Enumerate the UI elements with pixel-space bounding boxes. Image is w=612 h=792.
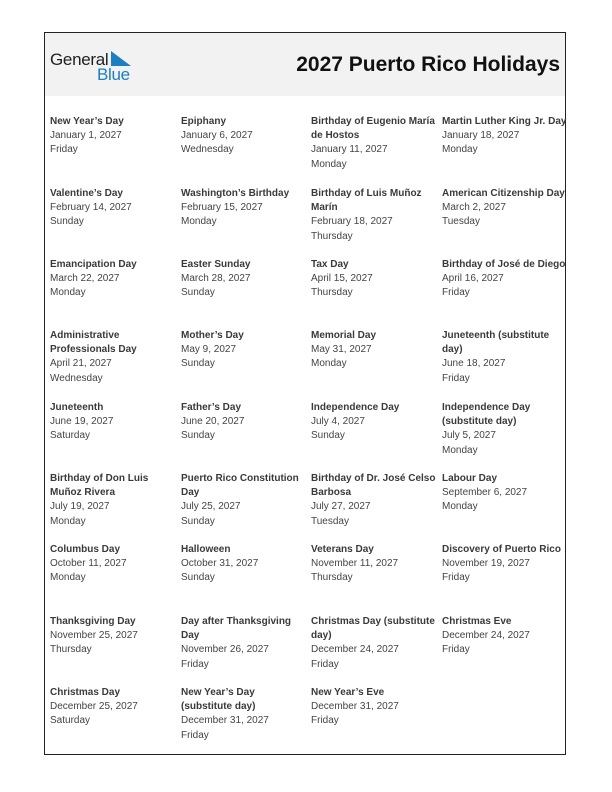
- holiday-entry: [311, 686, 436, 729]
- holiday-name: Birthday of Dr. José Celso Barbosa: [311, 473, 436, 499]
- holiday-entry: [50, 615, 175, 658]
- holiday-date: November 19, 2027: [442, 558, 530, 570]
- holiday-name: Juneteenth (substitute day): [442, 330, 550, 356]
- holiday-entry: [50, 187, 175, 230]
- holiday-name: Administrative Professionals Day: [50, 330, 137, 356]
- holiday-entry: [311, 329, 436, 372]
- holiday-date: December 31, 2027: [181, 715, 269, 727]
- holiday-date: April 15, 2027: [311, 273, 373, 285]
- holiday-name: Veterans Day: [311, 544, 374, 555]
- holiday-name: Father’s Day: [181, 402, 242, 413]
- holiday-date: February 15, 2027: [181, 202, 263, 214]
- holiday-date: November 25, 2027: [50, 630, 138, 642]
- holiday-day: Monday: [442, 144, 478, 156]
- holiday-entry: [311, 115, 436, 172]
- holiday-date: October 31, 2027: [181, 558, 259, 570]
- holiday-name: Tax Day: [311, 259, 349, 270]
- holiday-day: Sunday: [181, 358, 215, 370]
- holiday-date: May 9, 2027: [181, 344, 237, 356]
- holiday-name: Birthday of José de Diego: [442, 259, 566, 270]
- holiday-entry: [442, 472, 567, 515]
- holiday-day: Thursday: [311, 230, 353, 242]
- holiday-entry: [311, 615, 436, 672]
- holiday-date: March 2, 2027: [442, 202, 506, 214]
- holiday-name: New Year’s Eve: [311, 687, 385, 698]
- holiday-day: Sunday: [311, 430, 345, 442]
- holiday-entry: [50, 401, 175, 444]
- holiday-entry: [311, 472, 436, 529]
- holiday-day: Saturday: [50, 430, 91, 442]
- holiday-date: November 11, 2027: [311, 558, 399, 570]
- holiday-date: April 16, 2027: [442, 273, 504, 285]
- holiday-date: May 31, 2027: [311, 344, 372, 356]
- holiday-day: Monday: [181, 216, 217, 228]
- holiday-name: Independence Day: [311, 402, 400, 413]
- holiday-name: New Year’s Day (substitute day): [181, 687, 256, 713]
- holiday-entry: [442, 329, 567, 386]
- holiday-day: Monday: [442, 501, 478, 513]
- holiday-name: Easter Sunday: [181, 259, 251, 270]
- holiday-day: Monday: [50, 515, 86, 527]
- holiday-date: April 21, 2027: [50, 358, 112, 370]
- holiday-entry: [181, 615, 306, 672]
- holiday-date: December 24, 2027: [311, 644, 399, 656]
- page-title: 2027 Puerto Rico Holidays: [296, 53, 560, 76]
- holiday-date: February 18, 2027: [311, 216, 393, 228]
- holiday-entry: [311, 258, 436, 301]
- holiday-day: Friday: [181, 658, 209, 670]
- logo-general-text: General: [50, 50, 109, 69]
- holiday-day: Friday: [311, 658, 339, 670]
- holiday-day: Friday: [442, 572, 470, 584]
- holiday-entry: [442, 258, 567, 301]
- holiday-date: June 18, 2027: [442, 358, 506, 370]
- holiday-date: July 4, 2027: [311, 416, 365, 428]
- holiday-entry: [311, 187, 436, 244]
- holiday-name: New Year’s Day: [50, 116, 124, 127]
- holiday-name: Memorial Day: [311, 330, 377, 341]
- holiday-name: Juneteenth: [50, 402, 104, 413]
- logo-triangle-icon: [111, 51, 131, 66]
- holiday-name: Christmas Eve: [442, 616, 512, 627]
- holiday-entry: [181, 686, 306, 743]
- holiday-entry: [311, 543, 436, 586]
- holiday-name: Labour Day: [442, 473, 498, 484]
- holiday-entry: [50, 258, 175, 301]
- calendar-page: [44, 32, 566, 755]
- holiday-entry: [442, 401, 567, 458]
- holiday-day: Friday: [442, 287, 470, 299]
- holiday-day: Thursday: [311, 572, 353, 584]
- holiday-date: October 11, 2027: [50, 558, 127, 570]
- holiday-name: Birthday of Don Luis Muñoz Rivera: [50, 473, 149, 499]
- holiday-entry: [50, 115, 175, 158]
- holiday-day: Monday: [311, 358, 347, 370]
- holiday-day: Wednesday: [50, 372, 103, 384]
- holiday-day: Sunday: [181, 572, 215, 584]
- holiday-day: Thursday: [311, 287, 353, 299]
- holiday-date: January 18, 2027: [442, 130, 520, 142]
- holiday-name: Martin Luther King Jr. Day: [442, 116, 567, 127]
- holiday-day: Friday: [311, 715, 339, 727]
- holiday-date: December 25, 2027: [50, 701, 138, 713]
- holiday-name: Christmas Day: [50, 687, 121, 698]
- holiday-entry: [50, 329, 175, 386]
- holiday-day: Sunday: [50, 216, 84, 228]
- holiday-day: Saturday: [50, 715, 91, 727]
- holiday-entry: [442, 187, 567, 230]
- holiday-entry: [181, 543, 306, 586]
- holiday-day: Friday: [442, 644, 470, 656]
- holiday-entry: [181, 187, 306, 230]
- holiday-name: Emancipation Day: [50, 259, 137, 270]
- holiday-day: Friday: [442, 372, 470, 384]
- holiday-day: Monday: [442, 444, 478, 456]
- holiday-day: Sunday: [181, 515, 215, 527]
- holiday-name: Columbus Day: [50, 544, 121, 555]
- holiday-name: Discovery of Puerto Rico: [442, 544, 561, 555]
- holiday-date: July 27, 2027: [311, 501, 371, 513]
- holiday-date: September 6, 2027: [442, 487, 528, 499]
- holiday-date: July 25, 2027: [181, 501, 241, 513]
- holiday-date: June 20, 2027: [181, 416, 245, 428]
- holiday-day: Wednesday: [181, 144, 234, 156]
- holiday-day: Tuesday: [442, 216, 480, 228]
- holiday-name: Thanksgiving Day: [50, 616, 136, 627]
- holiday-day: Friday: [50, 144, 78, 156]
- holiday-day: Sunday: [181, 430, 215, 442]
- generalblue-logo: [50, 50, 140, 84]
- holiday-day: Monday: [50, 287, 86, 299]
- holiday-entry: [311, 401, 436, 444]
- holiday-name: Birthday of Luis Muñoz Marín: [311, 188, 422, 214]
- holiday-entry: [442, 615, 567, 658]
- holiday-date: January 11, 2027: [311, 144, 388, 156]
- holiday-date: March 28, 2027: [181, 273, 251, 285]
- logo-blue-text: Blue: [97, 65, 130, 84]
- holiday-date: July 19, 2027: [50, 501, 110, 513]
- holiday-name: Christmas Day (substitute day): [311, 616, 435, 642]
- holiday-day: Friday: [181, 729, 209, 741]
- holiday-date: December 24, 2027: [442, 630, 530, 642]
- holiday-date: January 1, 2027: [50, 130, 122, 142]
- holiday-entry: [181, 258, 306, 301]
- header-bar: [45, 33, 565, 96]
- holiday-name: Day after Thanksgiving Day: [181, 616, 292, 642]
- holiday-name: Birthday of Eugenio María de Hostos: [311, 116, 435, 142]
- holiday-name: Valentine’s Day: [50, 188, 123, 199]
- holiday-entry: [442, 115, 567, 158]
- holiday-entry: [50, 472, 175, 529]
- holiday-entry: [181, 329, 306, 372]
- holiday-day: Sunday: [181, 287, 215, 299]
- holiday-day: Monday: [50, 572, 86, 584]
- holiday-entry: [50, 686, 175, 729]
- holiday-date: June 19, 2027: [50, 416, 114, 428]
- holiday-name: Epiphany: [181, 116, 227, 127]
- holiday-day: Tuesday: [311, 515, 349, 527]
- holiday-name: American Citizenship Day: [442, 188, 565, 199]
- holiday-entry: [50, 543, 175, 586]
- holiday-entry: [181, 115, 306, 158]
- holiday-entry: [442, 543, 567, 586]
- holiday-date: December 31, 2027: [311, 701, 399, 713]
- holiday-entry: [181, 401, 306, 444]
- holiday-name: Halloween: [181, 544, 231, 555]
- holiday-date: February 14, 2027: [50, 202, 132, 214]
- holiday-name: Mother’s Day: [181, 330, 244, 341]
- holiday-name: Independence Day (substitute day): [442, 402, 531, 428]
- holiday-date: July 5, 2027: [442, 430, 496, 442]
- holiday-date: November 26, 2027: [181, 644, 269, 656]
- holiday-name: Washington’s Birthday: [181, 188, 290, 199]
- holiday-day: Thursday: [50, 644, 92, 656]
- holiday-day: Monday: [311, 158, 347, 170]
- holiday-date: March 22, 2027: [50, 273, 120, 285]
- holiday-name: Puerto Rico Constitution Day: [181, 473, 299, 499]
- holiday-entry: [181, 472, 306, 529]
- holiday-date: January 6, 2027: [181, 130, 253, 142]
